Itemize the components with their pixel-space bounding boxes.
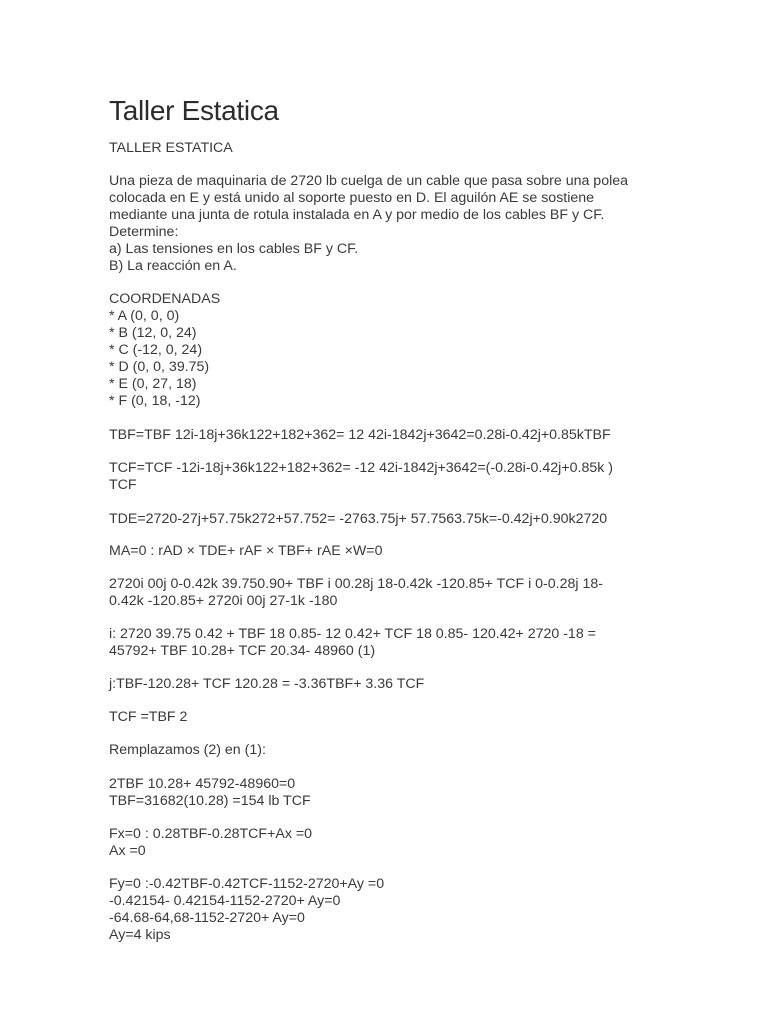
fx-equilibrium — [109, 826, 709, 860]
problem-line: a) Las tensiones en los cables BF y CF. — [109, 241, 359, 257]
tcf-relation: TCF =TBF 2 — [109, 709, 188, 725]
equation-line: TCF=TCF -12i-18j+36k122+182+362= -12 42i-1842j+3642=(-0.28i-0.42j+0.85k ) — [109, 460, 613, 476]
equation-line: TCF — [109, 477, 137, 493]
coordinate-item: * C (-12, 0, 24) — [109, 342, 203, 358]
equation-line: Ax =0 — [109, 843, 146, 859]
tbf-equation: TBF=TBF 12i-18j+36k122+182+362= 12 42i-1842j+3642=0.28i-0.42j+0.85kTBF — [109, 427, 611, 443]
j-component-equation: j:TBF-120.28+ TCF 120.28 = -3.36TBF+ 3.36 TCF — [109, 676, 425, 692]
document-title: Taller Estatica — [109, 95, 279, 126]
problem-line: mediante una junta de rotula instalada en A y por medio de los cables BF y CF. — [109, 207, 605, 223]
moment-equation: MA=0 : rAD × TDE+ rAF × TBF+ rAE ×W=0 — [109, 543, 383, 559]
equation-line: 45792+ TBF 10.28+ TCF 20.34- 48960 (1) — [109, 643, 376, 659]
document-subtitle: TALLER ESTATICA — [109, 140, 233, 156]
equation-line: Fy=0 :-0.42TBF-0.42TCF-1152-2720+Ay =0 — [109, 876, 385, 892]
substitution-note: Remplazamos (2) en (1): — [109, 742, 266, 758]
problem-statement — [109, 173, 709, 275]
equation-line: 2720i 00j 0-0.42k 39.750.90+ TBF i 00.28j 18-0.42k -120.85+ TCF i 0-0.28j 18- — [109, 576, 603, 592]
coordinate-item: * F (0, 18, -12) — [109, 393, 201, 409]
document-page — [109, 93, 709, 944]
problem-line: colocada en E y está unido al soporte puesto en D. El aguilón AE se sostiene — [109, 190, 595, 206]
problem-line: B) La reacción en A. — [109, 258, 237, 274]
problem-line: Determine: — [109, 224, 179, 240]
tde-equation: TDE=2720-27j+57.75k272+57.752= -2763.75j+ 57.7563.75k=-0.42j+0.90k2720 — [109, 511, 608, 527]
coordinate-item: * D (0, 0, 39.75) — [109, 359, 210, 375]
equation-line: -64.68-64,68-1152-2720+ Ay=0 — [109, 910, 305, 926]
tcf-equation — [109, 460, 709, 494]
i-component-equation — [109, 626, 709, 660]
tension-result — [109, 776, 709, 810]
fy-equilibrium — [109, 876, 709, 944]
coordinates-heading: COORDENADAS — [109, 291, 221, 307]
coordinates-section — [109, 291, 709, 410]
equation-line: Fx=0 : 0.28TBF-0.28TCF+Ax =0 — [109, 826, 313, 842]
equation-line: i: 2720 39.75 0.42 + TBF 18 0.85- 12 0.42+ TCF 18 0.85- 120.42+ 2720 -18 = — [109, 626, 596, 642]
coordinate-item: * E (0, 27, 18) — [109, 376, 197, 392]
equation-line: 2TBF 10.28+ 45792-48960=0 — [109, 776, 296, 792]
equation-line: 0.42k -120.85+ 2720i 00j 27-1k -180 — [109, 593, 338, 609]
coordinate-item: * A (0, 0, 0) — [109, 308, 180, 324]
equation-line: TBF=31682(10.28) =154 lb TCF — [109, 793, 311, 809]
equation-line: Ay=4 kips — [109, 927, 171, 943]
determinant-expansion — [109, 576, 709, 610]
problem-line: Una pieza de maquinaria de 2720 lb cuelga de un cable que pasa sobre una polea — [109, 173, 629, 189]
coordinate-item: * B (12, 0, 24) — [109, 325, 197, 341]
equation-line: -0.42154- 0.42154-1152-2720+ Ay=0 — [109, 893, 341, 909]
